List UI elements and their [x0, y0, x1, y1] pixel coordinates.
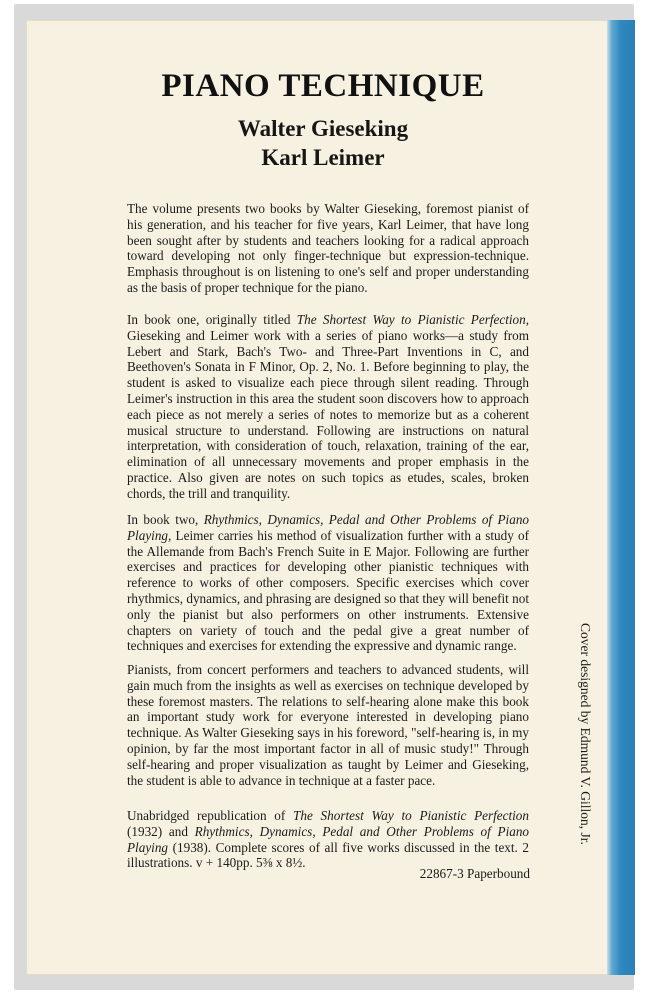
p5-book-title-2: Rhythmics, Dynamics, Pedal and Other Problems of Piano Playing — [127, 823, 530, 855]
publication-note — [127, 808, 529, 871]
p5-lead: Unabridged republication of — [127, 808, 286, 823]
p3-lead: In book two, — [127, 512, 199, 527]
p2-lead: In book one, originally titled — [127, 312, 291, 327]
p5-book-title-1: The Shortest Way to Pianistic Perfection — [293, 808, 529, 823]
cover-credit: Cover designed by Edmund V. Gillon, Jr. — [578, 623, 593, 845]
description-paragraph-4: Pianists, from concert performers and teachers to advanced students, will gain much from the insights as well as exercises on technique developed by these foremost masters. The relations to self-hearing alone make this book an important study work for everyone interested in developing piano technique. As Walter Gieseking says in his foreword, "self-hearing is, in my opinion, by far the most important factor in all of music study!" Through self-hearing and proper visualization as taught by Leimer and Gieseking, the student is able to advance in technique at a faster pace. — [127, 662, 529, 788]
catalog-number: 22867-3 Paperbound — [419, 866, 530, 881]
p3-book-title: Rhythmics, Dynamics, Pedal and Other Problems of Piano Playing, — [127, 512, 530, 543]
author-2: Karl Leimer — [261, 145, 385, 170]
p5-body: (1938). Complete scores of all five works discussed in the text. 2 illustrations. v + 140pp. 5⅜ x 8½. — [127, 839, 530, 871]
book-spine — [607, 20, 635, 975]
p2-book-title: The Shortest Way to Pianistic Perfection, — [296, 312, 530, 327]
description-paragraph-3 — [127, 512, 529, 654]
p5-mid: (1932) and — [127, 823, 188, 839]
description-paragraph-2 — [127, 312, 529, 502]
p3-body: Leimer carries his method of visualization further with a study of the Allemande from Bach's French Suite in E Major. Following are further exercises and practices for developing other pianistic techniques with reference to works of other composers. Specific exercises which cover rhythmics, dynamics, and phrasing are designed so that they will benefit not only the pianist but also performers on other instruments. Extensive chapters on variety of touch and the pedal give a great number of techniques and exercises for extending the expressive and dynamic range. — [127, 527, 529, 654]
description-paragraph-1: The volume presents two books by Walter Gieseking, foremost pianist of his generation, and his teacher for five years, Karl Leimer, that have long been sought after by students and teachers looking for a radical approach toward developing not only finger-technique but expression-technique. Emphasis throughout is on listening to one's self and proper understanding as the basis of proper technique for the piano. — [127, 201, 529, 295]
book-title: PIANO TECHNIQUE — [161, 68, 485, 104]
author-1: Walter Gieseking — [237, 116, 409, 141]
p2-body: Gieseking and Leimer work with a series of piano works—a study from Lebert and Stark, Bach's Two- and Three-Part Inventions in C, and Beethoven's Sonata in F Minor, Op. 2, No. 1. Before beginning to play, the student is asked to visualize each piece through silent reading. Through Leimer's instruction in this area the student soon discovers how to approach each piece as not merely a series of notes to memorize but as a coherent musical structure to understand. Following are instructions on natural interpretation, with consideration of touch, relaxation, training of the ear, elimination of all unnecessary movements and proper emphasis in the practice. Also given are notes on such topics as etudes, scales, broken chords, the trill and tranquility. — [127, 327, 529, 501]
